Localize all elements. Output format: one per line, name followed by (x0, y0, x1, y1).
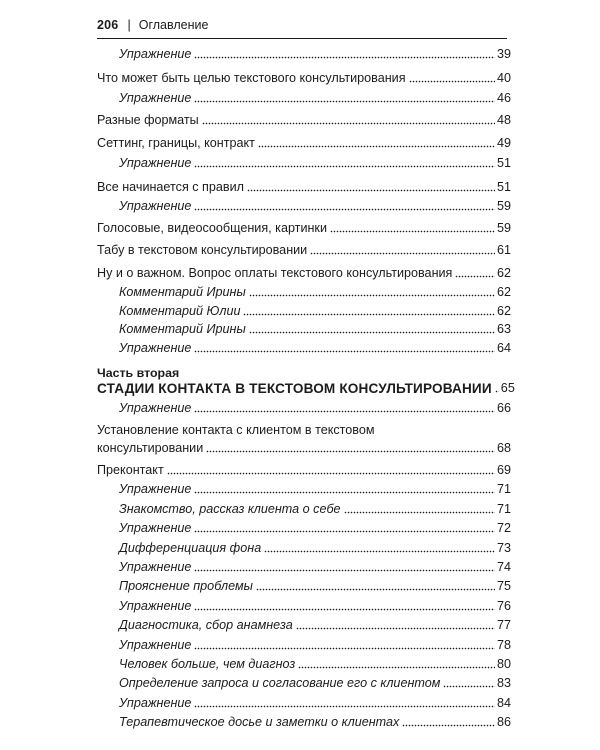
toc-entry-title: Табу в текстовом консультировании (97, 243, 308, 257)
toc-entry-title: Упражнение (119, 341, 192, 355)
toc-entry-page: 49 (496, 136, 511, 150)
toc-entry[interactable] (97, 199, 511, 214)
leader-dots (310, 252, 495, 255)
leader-dots (264, 550, 495, 553)
toc-entry[interactable] (97, 341, 511, 356)
toc-entry[interactable] (97, 113, 511, 128)
toc-entry-title: Прояснение проблемы (119, 579, 253, 593)
toc-entry-page: 66 (496, 401, 511, 415)
leader-dots (194, 208, 495, 211)
toc-entry-title: Определение запроса и согласование его с клиентом (119, 676, 441, 690)
toc-entry-page: 59 (496, 199, 511, 213)
toc-entry[interactable] (97, 560, 511, 575)
toc-entry-title: Разные форматы (97, 113, 199, 127)
toc-entry-title: Диагностика, сбор анамнеза (119, 618, 293, 632)
toc-entry[interactable] (97, 463, 511, 478)
toc-entry-title: Преконтакт (97, 463, 164, 477)
toc-entry-title: Упражнение (119, 91, 192, 105)
toc-entry[interactable] (97, 696, 511, 711)
part-label: Часть вторая (97, 366, 180, 380)
toc-entry[interactable] (97, 136, 511, 151)
toc-entry[interactable] (97, 304, 511, 319)
toc-entry-page: 63 (496, 322, 511, 336)
toc-entry-title: Упражнение (119, 401, 192, 415)
toc-entry-title: Упражнение (119, 521, 192, 535)
leader-dots (194, 491, 495, 494)
toc-entry-page: 61 (496, 243, 511, 257)
toc-entry[interactable] (97, 579, 511, 594)
leader-dots (194, 100, 495, 103)
toc-entry[interactable] (97, 676, 511, 691)
toc-entry[interactable] (97, 221, 511, 236)
toc-entry-page: 39 (496, 47, 511, 61)
header-title: Оглавление (138, 18, 209, 32)
leader-dots (443, 685, 495, 688)
toc-entry-title: Сеттинг, границы, контракт (97, 136, 255, 150)
leader-dots (344, 511, 495, 514)
toc-entry-page: 80 (496, 657, 511, 671)
multiline-entry-line1[interactable]: Установление контакта с клиентом в текстовом (97, 423, 375, 437)
toc-entry[interactable] (97, 715, 511, 730)
toc-entry-page: 77 (496, 618, 511, 632)
leader-dots (202, 122, 495, 125)
leader-dots (249, 331, 495, 334)
toc-entry-title: Упражнение (119, 560, 192, 574)
toc-entry-title: Упражнение (119, 696, 192, 710)
leader-dots (495, 390, 499, 393)
leader-dots (402, 724, 495, 727)
toc-entry-title: Упражнение (119, 638, 192, 652)
toc-entry-page: 40 (496, 71, 511, 85)
leader-dots (194, 410, 495, 413)
part-title-entry[interactable] (97, 381, 516, 396)
toc-entry-title: Терапевтическое досье и заметки о клиентах (119, 715, 400, 729)
leader-dots (206, 450, 495, 453)
toc-entry-title: Комментарий Ирины (119, 322, 246, 336)
page-number: 206 (97, 18, 119, 32)
toc-entry[interactable] (97, 180, 511, 195)
toc-entry-page: 78 (496, 638, 511, 652)
header-separator: | (127, 18, 131, 32)
leader-dots (298, 666, 495, 669)
leader-dots (194, 569, 495, 572)
toc-entry[interactable] (97, 541, 511, 556)
leader-dots (256, 588, 495, 591)
toc-entry-title: Все начинается с правил (97, 180, 244, 194)
toc-entry[interactable] (97, 266, 511, 281)
toc-entry-title: Упражнение (119, 199, 192, 213)
leader-dots (194, 705, 495, 708)
toc-entry[interactable] (97, 285, 511, 300)
leader-dots (194, 530, 495, 533)
toc-entry-page: 76 (496, 599, 511, 613)
multiline-entry-line2: консультировании (97, 441, 204, 455)
toc-entry-title: Голосовые, видеосообщения, картинки (97, 221, 327, 235)
toc-entry[interactable] (97, 71, 511, 86)
toc-entry[interactable] (97, 502, 511, 517)
toc-entry-page: 75 (496, 579, 511, 593)
toc-entry[interactable] (97, 482, 511, 497)
leader-dots (258, 145, 495, 148)
leader-dots (194, 350, 495, 353)
leader-dots (194, 56, 495, 59)
toc-entry-title: Знакомство, рассказ клиента о себе (119, 502, 341, 516)
toc-entry[interactable] (97, 322, 511, 337)
toc-entry-page: 73 (496, 541, 511, 555)
toc-entry-title: Что может быть целью текстового консультирования (97, 71, 406, 85)
part-page: 65 (500, 381, 516, 395)
toc-entry-page: 69 (496, 463, 511, 477)
toc-entry[interactable] (97, 521, 511, 536)
multiline-entry[interactable] (97, 441, 511, 456)
toc-entry-title: Упражнение (119, 47, 192, 61)
leader-dots (455, 275, 495, 278)
toc-entry-page: 46 (496, 91, 511, 105)
toc-entry[interactable] (97, 657, 511, 672)
part-title: СТАДИИ КОНТАКТА В ТЕКСТОВОМ КОНСУЛЬТИРОВАНИИ (97, 381, 492, 396)
toc-entry-page: 72 (496, 521, 511, 535)
leader-dots (296, 627, 495, 630)
toc-entry-title: Упражнение (119, 156, 192, 170)
toc-entry-page: 74 (496, 560, 511, 574)
toc-entry[interactable] (97, 156, 511, 171)
toc-entry-page: 83 (496, 676, 511, 690)
toc-entry-title: Комментарий Ирины (119, 285, 246, 299)
toc-entry-page: 59 (496, 221, 511, 235)
header-rule (97, 38, 507, 39)
toc-entry-page: 51 (496, 180, 511, 194)
toc-entry[interactable] (97, 47, 511, 62)
toc-entry-page: 48 (496, 113, 511, 127)
leader-dots (167, 472, 495, 475)
leader-dots (409, 80, 495, 83)
toc-entry-page: 71 (496, 482, 511, 496)
toc-entry-title: Упражнение (119, 482, 192, 496)
toc-entry-page: 64 (496, 341, 511, 355)
toc-entry[interactable] (97, 91, 511, 106)
toc-entry-page: 84 (496, 696, 511, 710)
toc-entry[interactable] (97, 638, 511, 653)
toc-entry-page: 62 (496, 285, 511, 299)
toc-entry-title: Ну и о важном. Вопрос оплаты текстового консультирования (97, 266, 453, 280)
leader-dots (194, 608, 495, 611)
toc-entry[interactable] (97, 618, 511, 633)
toc-entry[interactable] (97, 243, 511, 258)
toc-entry-page: 51 (496, 156, 511, 170)
leader-dots (330, 230, 495, 233)
toc-entry-title: Упражнение (119, 599, 192, 613)
leader-dots (247, 189, 495, 192)
toc-entry-title: Комментарий Юлии (119, 304, 241, 318)
leader-dots (249, 294, 495, 297)
leader-dots (243, 313, 495, 316)
toc-entry-page: 62 (496, 266, 511, 280)
toc-entry[interactable] (97, 401, 511, 416)
toc-entry-title: Человек больше, чем диагноз (119, 657, 296, 671)
leader-dots (194, 165, 495, 168)
toc-entry-title: Дифференциация фона (119, 541, 262, 555)
toc-entry-page: 62 (496, 304, 511, 318)
toc-entry-page: 86 (496, 715, 511, 729)
toc-entry[interactable] (97, 599, 511, 614)
multiline-entry-page: 68 (496, 441, 511, 455)
leader-dots (194, 647, 495, 650)
toc-entry-page: 71 (496, 502, 511, 516)
